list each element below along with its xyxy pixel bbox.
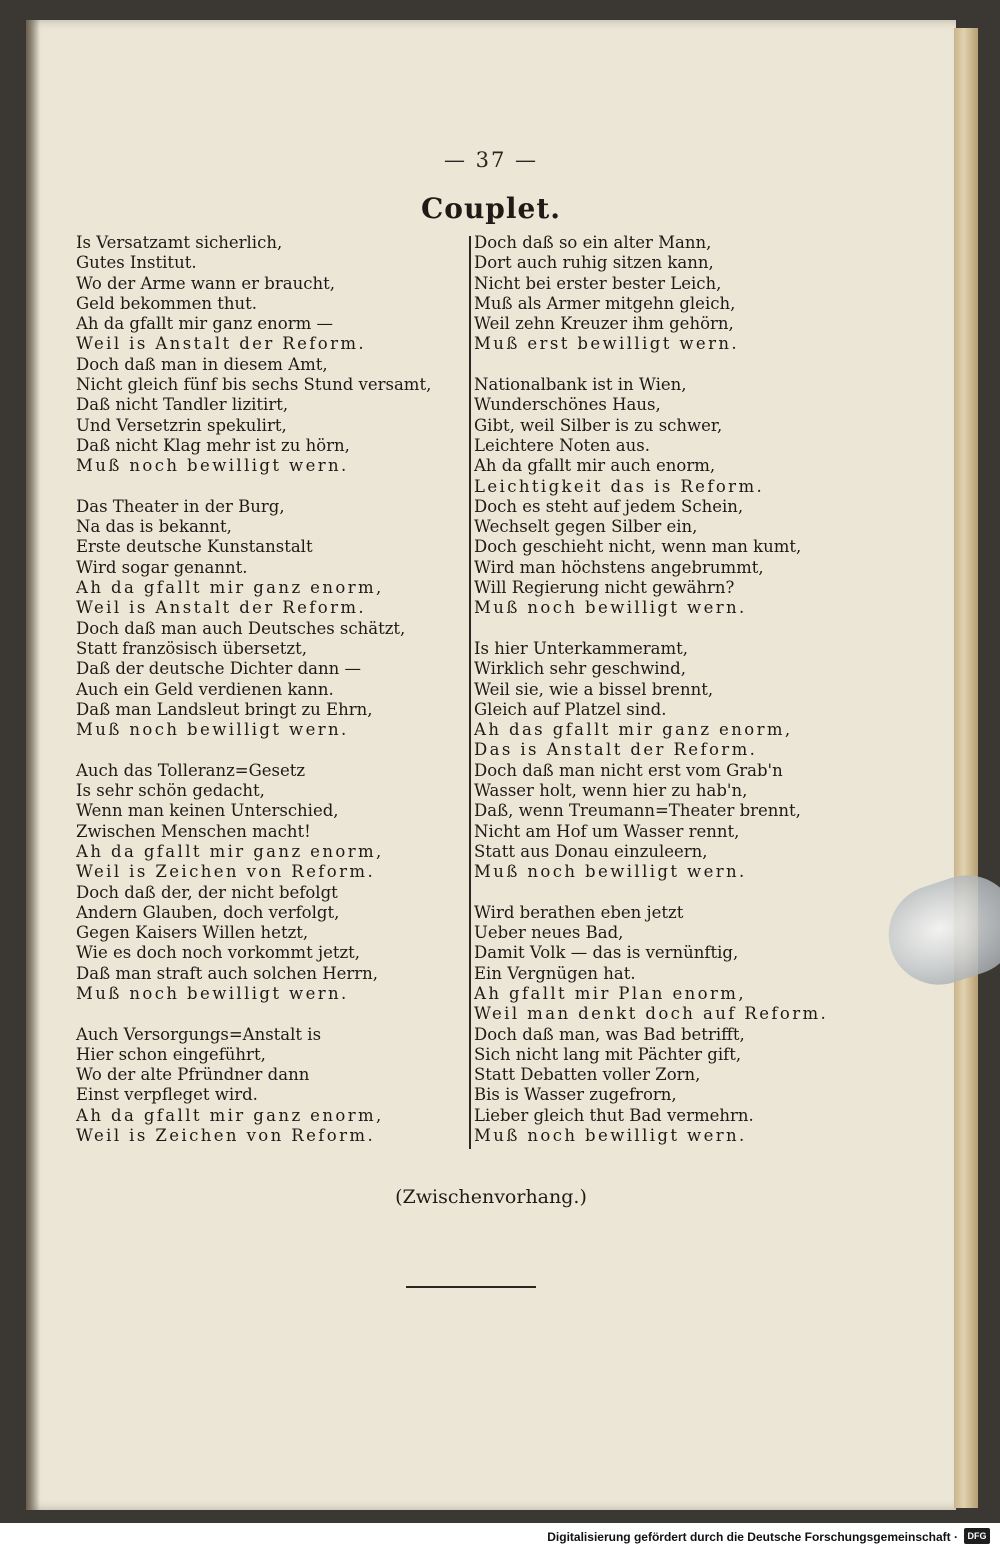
verse-line: Dort auch ruhig sitzen kann, — [474, 253, 714, 273]
page-number: — 37 — — [443, 148, 539, 172]
verse-line: Gleich auf Platzel sind. — [474, 699, 667, 719]
footer-bar — [0, 1523, 1000, 1551]
verse-line: Is hier Unterkammeramt, — [474, 638, 688, 658]
closing-rule — [406, 1286, 536, 1288]
stanza — [76, 497, 466, 741]
funding-credit: Digitalisierung gefördert durch die Deutsche Forschungsgemeinschaft · — [547, 1530, 958, 1544]
verse-line: Auch ein Geld verdienen kann. — [76, 679, 334, 699]
verse-line: Auch Versorgungs=Anstalt is — [76, 1024, 322, 1044]
verse-line: Doch es steht auf jedem Schein, — [474, 496, 744, 516]
stanza — [474, 639, 874, 883]
left-column — [76, 233, 466, 1167]
verse-line: Ein Vergnügen hat. — [474, 963, 636, 983]
verse-line: Weil zehn Kreuzer ihm gehörn, — [474, 314, 734, 334]
verse-line: Muß noch bewilligt wern. — [76, 456, 349, 476]
verse-line: Muß noch bewilligt wern. — [474, 598, 747, 618]
verse-line: Wie es doch noch vorkommt jetzt, — [76, 943, 361, 963]
verse-line: Ueber neues Bad, — [474, 923, 624, 943]
stanza — [76, 761, 466, 1005]
verse-line: Nicht gleich fünf bis sechs Stund versamt, — [76, 375, 432, 395]
verse-line: Wird berathen eben jetzt — [474, 902, 684, 922]
verse-line: Ah das gfallt mir ganz enorm, — [474, 720, 793, 740]
verse-line: Wenn man keinen Unterschied, — [76, 801, 339, 821]
verse-line: Daß nicht Tandler lizitirt, — [76, 395, 289, 415]
verse-line: Muß erst bewilligt wern. — [474, 334, 740, 354]
verse-line: Lieber gleich thut Bad vermehrn. — [474, 1105, 754, 1125]
verse-line: Das Theater in der Burg, — [76, 496, 285, 516]
verse-line: Doch daß der, der nicht befolgt — [76, 882, 338, 902]
verse-line: Is sehr schön gedacht, — [76, 781, 265, 801]
verse-line: Weil is Zeichen von Reform. — [76, 1126, 376, 1146]
verse-line: Doch geschieht nicht, wenn man kumt, — [474, 537, 802, 557]
book-page — [26, 20, 956, 1510]
verse-line: Wunderschönes Haus, — [474, 395, 661, 415]
verse-line: Das is Anstalt der Reform. — [474, 740, 758, 760]
verse-line: Ah da gfallt mir ganz enorm — — [76, 314, 333, 334]
verse-line: Nicht am Hof um Wasser rennt, — [474, 821, 740, 841]
verse-line: Nationalbank ist in Wien, — [474, 375, 687, 395]
verse-line: Damit Volk — das is vernünftig, — [474, 943, 739, 963]
verse-line: Geld bekommen thut. — [76, 293, 257, 313]
verse-line: Sich nicht lang mit Pächter gift, — [474, 1044, 742, 1064]
verse-line: Weil is Zeichen von Reform. — [76, 862, 376, 882]
stage-direction: (Zwischenvorhang.) — [395, 1186, 587, 1208]
verse-line: Daß man Landsleut bringt zu Ehrn, — [76, 699, 373, 719]
verse-line: Doch daß man auch Deutsches schätzt, — [76, 618, 406, 638]
verse-line: Weil man denkt doch auf Reform. — [474, 1004, 829, 1024]
verse-line: Wird man höchstens angebrummt, — [474, 557, 764, 577]
verse-line: Daß man straft auch solchen Herrn, — [76, 963, 379, 983]
right-column — [474, 233, 874, 1167]
dfg-logo: DFG — [964, 1528, 990, 1544]
verse-line: Gutes Institut. — [76, 253, 197, 273]
verse-line: Doch daß man in diesem Amt, — [76, 354, 328, 374]
verse-line: Weil is Anstalt der Reform. — [76, 598, 367, 618]
stanza — [474, 375, 874, 619]
stanza — [76, 233, 466, 477]
verse-line: Daß nicht Klag mehr ist zu hörn, — [76, 435, 350, 455]
verse-line: Wird sogar genannt. — [76, 557, 248, 577]
verse-line: Gegen Kaisers Willen hetzt, — [76, 923, 309, 943]
verse-line: Statt französisch übersetzt, — [76, 638, 307, 658]
verse-line: Ah da gfallt mir ganz enorm, — [76, 578, 384, 598]
stanza — [76, 1025, 466, 1147]
verse-line: Doch daß so ein alter Mann, — [474, 233, 712, 252]
page-edge — [954, 28, 978, 1508]
verse-line: Muß noch bewilligt wern. — [474, 1126, 747, 1146]
verse-line: Einst verpfleget wird. — [76, 1085, 258, 1105]
page-heading: Couplet. — [420, 192, 562, 225]
stanza — [474, 903, 874, 1147]
verse-line: Und Versetzrin spekulirt, — [76, 415, 287, 435]
verse-line: Nicht bei erster bester Leich, — [474, 273, 722, 293]
verse-line: Muß als Armer mitgehn gleich, — [474, 293, 736, 313]
verse-line: Gibt, weil Silber is zu schwer, — [474, 415, 723, 435]
verse-line: Ah da gfallt mir auch enorm, — [474, 456, 716, 476]
column-divider — [469, 236, 471, 1149]
verse-line: Is Versatzamt sicherlich, — [76, 233, 283, 252]
verse-line: Wirklich sehr geschwind, — [474, 659, 686, 679]
verse-line: Andern Glauben, doch verfolgt, — [76, 902, 340, 922]
verse-line: Na das is bekannt, — [76, 517, 232, 537]
verse-line: Auch das Tolleranz=Gesetz — [76, 760, 306, 780]
page-gutter — [26, 20, 40, 1510]
verse-line: Weil sie, wie a bissel brennt, — [474, 679, 714, 699]
verse-line: Hier schon eingeführt, — [76, 1044, 266, 1064]
verse-line: Will Regierung nicht gewährn? — [474, 578, 735, 598]
verse-line: Ah da gfallt mir ganz enorm, — [76, 841, 384, 861]
verse-line: Ah da gfallt mir ganz enorm, — [76, 1105, 384, 1125]
verse-line: Ah gfallt mir Plan enorm, — [474, 983, 746, 1003]
verse-line: Wasser holt, wenn hier zu hab'n, — [474, 781, 748, 801]
verse-line: Leichtere Noten aus. — [474, 435, 650, 455]
verse-line: Weil is Anstalt der Reform. — [76, 334, 367, 354]
verse-line: Wo der alte Pfründner dann — [76, 1065, 310, 1085]
stanza — [474, 233, 874, 355]
verse-line: Wechselt gegen Silber ein, — [474, 517, 698, 537]
verse-line: Wo der Arme wann er braucht, — [76, 273, 335, 293]
verse-line: Muß noch bewilligt wern. — [76, 720, 349, 740]
verse-line: Statt Debatten voller Zorn, — [474, 1065, 701, 1085]
verse-line: Doch daß man, was Bad betrifft, — [474, 1024, 745, 1044]
verse-line: Doch daß man nicht erst vom Grab'n — [474, 760, 783, 780]
verse-line: Statt aus Donau einzuleern, — [474, 841, 708, 861]
verse-line: Daß der deutsche Dichter dann — — [76, 659, 362, 679]
verse-line: Zwischen Menschen macht! — [76, 821, 311, 841]
verse-line: Leichtigkeit das is Reform. — [474, 476, 765, 496]
verse-line: Erste deutsche Kunstanstalt — [76, 537, 313, 557]
verse-line: Muß noch bewilligt wern. — [474, 862, 747, 882]
verse-line: Bis is Wasser zugefrorn, — [474, 1085, 677, 1105]
verse-line: Daß, wenn Treumann=Theater brennt, — [474, 801, 801, 821]
verse-line: Muß noch bewilligt wern. — [76, 983, 349, 1003]
